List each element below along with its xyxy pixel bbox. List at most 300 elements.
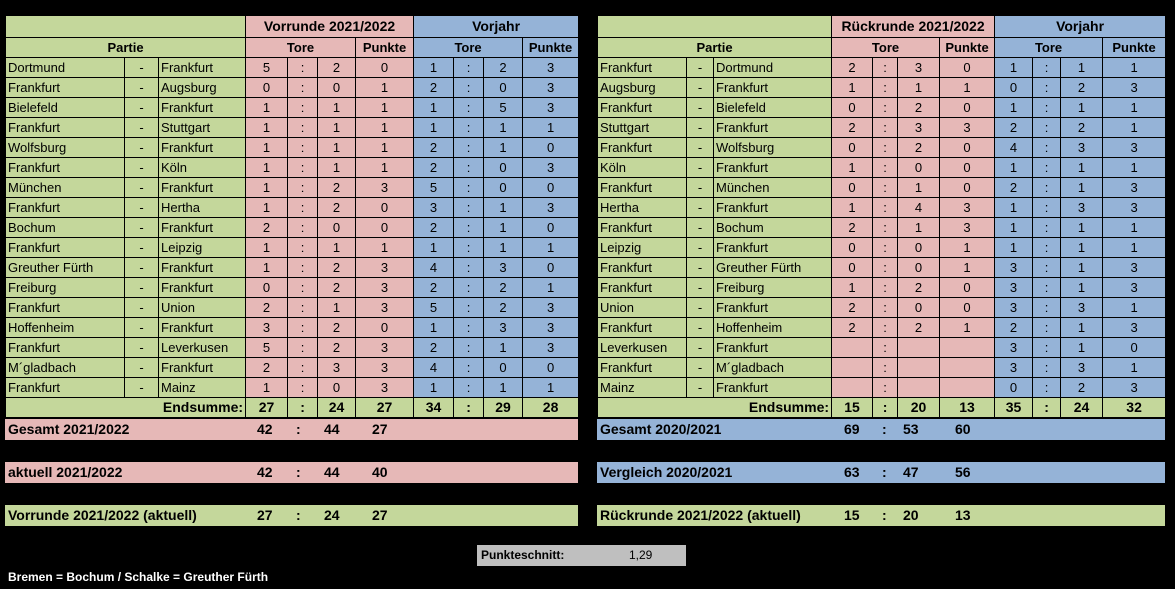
average-label: Punkteschnitt: — [481, 548, 565, 562]
colon: : — [873, 118, 898, 138]
points: 1 — [940, 78, 995, 98]
goals-against: 3 — [318, 358, 356, 378]
goals-for: 2 — [246, 358, 288, 378]
prev-colon: : — [1033, 298, 1061, 318]
goals-against: 1 — [898, 218, 940, 238]
bar-goals-against: 24 — [324, 507, 340, 523]
separator: - — [687, 58, 714, 78]
home-team: Frankfurt — [598, 98, 687, 118]
sum-colon: : — [873, 398, 898, 418]
prev-points: 1 — [1103, 358, 1166, 378]
away-team: Frankfurt — [159, 58, 246, 78]
prev-colon: : — [1033, 338, 1061, 358]
prev-points: 3 — [523, 298, 579, 318]
separator: - — [687, 378, 714, 398]
home-team: Frankfurt — [598, 358, 687, 378]
goals-against: 1 — [318, 138, 356, 158]
goals-against: 2 — [318, 258, 356, 278]
away-team: Frankfurt — [714, 378, 832, 398]
colon: : — [288, 318, 318, 338]
bar-points: 13 — [955, 507, 971, 523]
home-team: M´gladbach — [6, 358, 125, 378]
prev-colon: : — [454, 178, 484, 198]
vergleich-2020-2021-bar — [597, 462, 1165, 483]
vorrunde-aktuell-bar — [5, 505, 578, 526]
prev-goals-for: 2 — [414, 158, 454, 178]
prev-goals-against: 3 — [484, 258, 523, 278]
home-team: Union — [598, 298, 687, 318]
prev-colon: : — [1033, 98, 1061, 118]
away-team: Augsburg — [159, 78, 246, 98]
bar-label: Gesamt 2020/2021 — [600, 421, 722, 437]
home-team: Greuther Fürth — [6, 258, 125, 278]
match-row — [598, 358, 1166, 378]
sum-goals-against: 20 — [898, 398, 940, 418]
colon: : — [873, 258, 898, 278]
separator: - — [687, 78, 714, 98]
sum-row — [598, 398, 1166, 418]
separator: - — [125, 318, 159, 338]
prev-points: 1 — [1103, 158, 1166, 178]
rueckrunde-aktuell-bar — [597, 505, 1165, 526]
prev-goals-against: 1 — [1061, 178, 1103, 198]
prev-goals-for: 2 — [414, 338, 454, 358]
points: 3 — [940, 198, 995, 218]
prev-goals-against: 3 — [1061, 358, 1103, 378]
prev-goals-for: 5 — [414, 298, 454, 318]
prev-colon: : — [1033, 78, 1061, 98]
match-row — [6, 298, 579, 318]
bar-goals-for: 63 — [844, 464, 860, 480]
home-team: Frankfurt — [6, 298, 125, 318]
prev-goals-for: 1 — [414, 318, 454, 338]
colon: : — [288, 118, 318, 138]
prev-colon: : — [1033, 238, 1061, 258]
match-row — [6, 378, 579, 398]
goals-for: 1 — [832, 158, 873, 178]
vorrunde-table — [5, 15, 579, 418]
prev-colon: : — [1033, 158, 1061, 178]
points: 1 — [940, 258, 995, 278]
away-team: Frankfurt — [714, 158, 832, 178]
separator: - — [125, 358, 159, 378]
separator: - — [687, 238, 714, 258]
prev-goals-for: 2 — [995, 318, 1033, 338]
match-row — [598, 58, 1166, 78]
separator: - — [125, 158, 159, 178]
prev-goals-against: 1 — [484, 138, 523, 158]
prev-goals-against: 0 — [484, 358, 523, 378]
colon: : — [288, 58, 318, 78]
match-row — [6, 258, 579, 278]
goals-for: 0 — [832, 258, 873, 278]
prev-colon: : — [454, 118, 484, 138]
prev-points: 3 — [523, 78, 579, 98]
colon: : — [873, 358, 898, 378]
prev-colon: : — [454, 158, 484, 178]
bar-goals-against: 44 — [324, 421, 340, 437]
prev-punkte-header: Punkte — [1103, 38, 1166, 58]
tore-header: Tore — [832, 38, 940, 58]
prev-goals-for: 4 — [414, 258, 454, 278]
prev-goals-against: 1 — [484, 198, 523, 218]
colon: : — [873, 158, 898, 178]
colon: : — [288, 78, 318, 98]
away-team: Wolfsburg — [714, 138, 832, 158]
home-team: Leverkusen — [598, 338, 687, 358]
points: 0 — [356, 218, 414, 238]
away-team: München — [714, 178, 832, 198]
away-team: Bochum — [714, 218, 832, 238]
sum-goals-against: 24 — [318, 398, 356, 418]
match-row — [6, 238, 579, 258]
goals-for: 1 — [246, 138, 288, 158]
prev-goals-against: 1 — [484, 238, 523, 258]
away-team: Frankfurt — [159, 278, 246, 298]
points: 3 — [356, 178, 414, 198]
prev-points: 3 — [1103, 258, 1166, 278]
colon: : — [873, 378, 898, 398]
away-team: Frankfurt — [714, 118, 832, 138]
bar-points: 27 — [372, 507, 388, 523]
prev-goals-for: 3 — [995, 298, 1033, 318]
sum-points: 13 — [940, 398, 995, 418]
colon: : — [288, 218, 318, 238]
prev-colon: : — [1033, 278, 1061, 298]
home-team: Frankfurt — [598, 218, 687, 238]
goals-against: 0 — [898, 238, 940, 258]
goals-against: 1 — [898, 78, 940, 98]
points: 0 — [940, 278, 995, 298]
goals-against: 3 — [898, 58, 940, 78]
prev-colon: : — [454, 298, 484, 318]
points: 1 — [356, 238, 414, 258]
sum-goals-for: 15 — [832, 398, 873, 418]
points: 0 — [940, 178, 995, 198]
sum-prev-colon: : — [1033, 398, 1061, 418]
points: 3 — [940, 218, 995, 238]
away-team: Stuttgart — [159, 118, 246, 138]
prev-points: 1 — [1103, 58, 1166, 78]
home-team: Wolfsburg — [6, 138, 125, 158]
prev-points: 1 — [1103, 238, 1166, 258]
prev-tore-header: Tore — [414, 38, 523, 58]
prev-points: 1 — [1103, 118, 1166, 138]
goals-for: 2 — [832, 118, 873, 138]
prev-colon: : — [454, 358, 484, 378]
points: 1 — [356, 78, 414, 98]
prev-points: 1 — [1103, 218, 1166, 238]
prev-goals-for: 3 — [995, 358, 1033, 378]
prev-goals-against: 1 — [484, 338, 523, 358]
separator: - — [687, 118, 714, 138]
bar-label: Vorrunde 2021/2022 (aktuell) — [8, 507, 197, 523]
home-team: Frankfurt — [598, 318, 687, 338]
points: 0 — [356, 318, 414, 338]
prev-goals-for: 1 — [995, 238, 1033, 258]
goals-against: 2 — [898, 138, 940, 158]
points-average-cell — [477, 545, 686, 566]
away-team: Hoffenheim — [714, 318, 832, 338]
colon: : — [873, 138, 898, 158]
match-row — [598, 278, 1166, 298]
separator: - — [125, 238, 159, 258]
away-team: Köln — [159, 158, 246, 178]
prev-colon: : — [1033, 58, 1061, 78]
punkte-header: Punkte — [940, 38, 995, 58]
prev-points: 3 — [1103, 378, 1166, 398]
goals-for: 1 — [246, 378, 288, 398]
prev-goals-against: 3 — [1061, 138, 1103, 158]
goals-for: 0 — [832, 178, 873, 198]
points: 3 — [940, 118, 995, 138]
separator: - — [125, 138, 159, 158]
prev-points: 1 — [523, 238, 579, 258]
colon: : — [288, 138, 318, 158]
prev-title: Vorjahr — [414, 16, 579, 38]
points: 3 — [356, 298, 414, 318]
aktuell-2021-2022-bar — [5, 462, 578, 483]
prev-goals-against: 3 — [1061, 298, 1103, 318]
match-row — [598, 198, 1166, 218]
goals-against: 1 — [318, 238, 356, 258]
goals-against: 2 — [318, 338, 356, 358]
goals-against: 0 — [898, 298, 940, 318]
away-team: Frankfurt — [159, 178, 246, 198]
prev-points: 3 — [523, 58, 579, 78]
goals-against: 2 — [318, 198, 356, 218]
prev-points: 0 — [523, 218, 579, 238]
colon: : — [288, 358, 318, 378]
goals-for: 1 — [246, 98, 288, 118]
prev-goals-against: 1 — [1061, 58, 1103, 78]
home-team: Freiburg — [6, 278, 125, 298]
separator: - — [125, 78, 159, 98]
prev-goals-against: 1 — [1061, 278, 1103, 298]
points: 3 — [356, 358, 414, 378]
home-team: Hoffenheim — [6, 318, 125, 338]
away-team: Frankfurt — [159, 358, 246, 378]
colon: : — [873, 78, 898, 98]
goals-for: 5 — [246, 338, 288, 358]
match-row — [6, 118, 579, 138]
away-team: Bielefeld — [714, 98, 832, 118]
bar-colon: : — [296, 421, 301, 437]
goals-against: 3 — [898, 118, 940, 138]
separator: - — [125, 338, 159, 358]
goals-for: 1 — [246, 178, 288, 198]
prev-colon: : — [454, 58, 484, 78]
prev-points: 1 — [523, 378, 579, 398]
separator: - — [125, 278, 159, 298]
bar-points: 56 — [955, 464, 971, 480]
prev-points: 3 — [1103, 78, 1166, 98]
goals-for — [832, 378, 873, 398]
separator: - — [687, 318, 714, 338]
prev-goals-for: 1 — [414, 238, 454, 258]
prev-goals-against: 0 — [484, 158, 523, 178]
match-row — [6, 278, 579, 298]
away-team: Frankfurt — [714, 298, 832, 318]
colon: : — [873, 198, 898, 218]
header-blank — [598, 16, 832, 38]
sum-points: 27 — [356, 398, 414, 418]
goals-against: 0 — [318, 78, 356, 98]
colon: : — [873, 298, 898, 318]
prev-goals-for: 2 — [414, 278, 454, 298]
away-team: Mainz — [159, 378, 246, 398]
home-team: Frankfurt — [6, 118, 125, 138]
goals-against: 0 — [898, 258, 940, 278]
prev-goals-against: 2 — [1061, 118, 1103, 138]
goals-for: 0 — [832, 238, 873, 258]
goals-against: 1 — [318, 158, 356, 178]
goals-for: 1 — [246, 198, 288, 218]
prev-goals-for: 1 — [995, 198, 1033, 218]
goals-for: 0 — [246, 278, 288, 298]
goals-against: 2 — [318, 58, 356, 78]
bar-label: aktuell 2021/2022 — [8, 464, 123, 480]
goals-against: 0 — [898, 158, 940, 178]
separator: - — [687, 258, 714, 278]
separator: - — [687, 278, 714, 298]
away-team: Hertha — [159, 198, 246, 218]
points: 0 — [940, 298, 995, 318]
partie-header: Partie — [598, 38, 832, 58]
prev-title: Vorjahr — [995, 16, 1166, 38]
prev-colon: : — [454, 318, 484, 338]
prev-points: 1 — [1103, 98, 1166, 118]
points: 0 — [940, 158, 995, 178]
bar-colon: : — [882, 507, 887, 523]
bar-goals-for: 42 — [257, 464, 273, 480]
away-team: Frankfurt — [714, 78, 832, 98]
points: 0 — [940, 98, 995, 118]
away-team: M´gladbach — [714, 358, 832, 378]
prev-goals-for: 2 — [414, 218, 454, 238]
prev-goals-for: 1 — [414, 58, 454, 78]
prev-points: 1 — [523, 118, 579, 138]
average-value: 1,29 — [629, 548, 653, 562]
sum-label: Endsumme: — [6, 398, 246, 418]
rueckrunde-table — [597, 15, 1166, 418]
home-team: Frankfurt — [6, 238, 125, 258]
goals-for: 1 — [832, 278, 873, 298]
points: 1 — [356, 138, 414, 158]
sum-prev-goals-against: 29 — [484, 398, 523, 418]
points — [940, 378, 995, 398]
prev-goals-for: 1 — [414, 98, 454, 118]
match-row — [6, 198, 579, 218]
match-row — [6, 318, 579, 338]
prev-goals-against: 2 — [1061, 378, 1103, 398]
match-row — [6, 338, 579, 358]
bar-colon: : — [882, 464, 887, 480]
prev-goals-against: 0 — [484, 78, 523, 98]
prev-goals-against: 5 — [484, 98, 523, 118]
separator: - — [687, 338, 714, 358]
colon: : — [288, 198, 318, 218]
sum-prev-points: 32 — [1103, 398, 1166, 418]
separator: - — [687, 98, 714, 118]
prev-goals-for: 1 — [414, 378, 454, 398]
prev-goals-against: 1 — [1061, 238, 1103, 258]
separator: - — [125, 118, 159, 138]
prev-points: 0 — [523, 138, 579, 158]
prev-colon: : — [454, 98, 484, 118]
sum-prev-goals-for: 34 — [414, 398, 454, 418]
points: 1 — [940, 238, 995, 258]
goals-for: 2 — [832, 318, 873, 338]
separator: - — [687, 218, 714, 238]
prev-colon: : — [1033, 218, 1061, 238]
colon: : — [873, 98, 898, 118]
prev-goals-against: 1 — [1061, 258, 1103, 278]
goals-against: 1 — [898, 178, 940, 198]
points: 0 — [356, 58, 414, 78]
bar-points: 40 — [372, 464, 388, 480]
sum-colon: : — [288, 398, 318, 418]
away-team: Frankfurt — [159, 218, 246, 238]
prev-colon: : — [454, 78, 484, 98]
points: 3 — [356, 278, 414, 298]
bar-label: Vergleich 2020/2021 — [600, 464, 733, 480]
prev-colon: : — [454, 238, 484, 258]
colon: : — [873, 238, 898, 258]
bar-goals-against: 44 — [324, 464, 340, 480]
prev-points: 3 — [523, 158, 579, 178]
match-row — [598, 258, 1166, 278]
goals-for — [832, 358, 873, 378]
match-row — [6, 78, 579, 98]
goals-for: 2 — [832, 58, 873, 78]
points: 0 — [940, 138, 995, 158]
points: 3 — [356, 338, 414, 358]
goals-for: 2 — [832, 298, 873, 318]
goals-for: 1 — [246, 258, 288, 278]
home-team: Frankfurt — [6, 378, 125, 398]
match-row — [598, 378, 1166, 398]
match-row — [598, 238, 1166, 258]
colon: : — [288, 278, 318, 298]
prev-points: 3 — [523, 318, 579, 338]
footnote: Bremen = Bochum / Schalke = Greuther Fürth — [8, 570, 269, 584]
match-row — [6, 358, 579, 378]
prev-goals-for: 3 — [995, 338, 1033, 358]
prev-goals-against: 1 — [1061, 158, 1103, 178]
home-team: Stuttgart — [598, 118, 687, 138]
prev-colon: : — [1033, 138, 1061, 158]
prev-goals-against: 2 — [484, 298, 523, 318]
partie-header: Partie — [6, 38, 246, 58]
prev-goals-against: 1 — [484, 378, 523, 398]
goals-against: 2 — [318, 278, 356, 298]
goals-for: 3 — [246, 318, 288, 338]
prev-goals-for: 3 — [414, 198, 454, 218]
prev-goals-for: 4 — [995, 138, 1033, 158]
away-team: Frankfurt — [159, 258, 246, 278]
home-team: Augsburg — [598, 78, 687, 98]
prev-colon: : — [454, 278, 484, 298]
home-team: Frankfurt — [598, 258, 687, 278]
phase-title: Vorrunde 2021/2022 — [246, 16, 414, 38]
separator: - — [687, 298, 714, 318]
prev-goals-for: 0 — [995, 378, 1033, 398]
separator: - — [125, 58, 159, 78]
separator: - — [125, 178, 159, 198]
separator: - — [687, 358, 714, 378]
home-team: Frankfurt — [6, 158, 125, 178]
